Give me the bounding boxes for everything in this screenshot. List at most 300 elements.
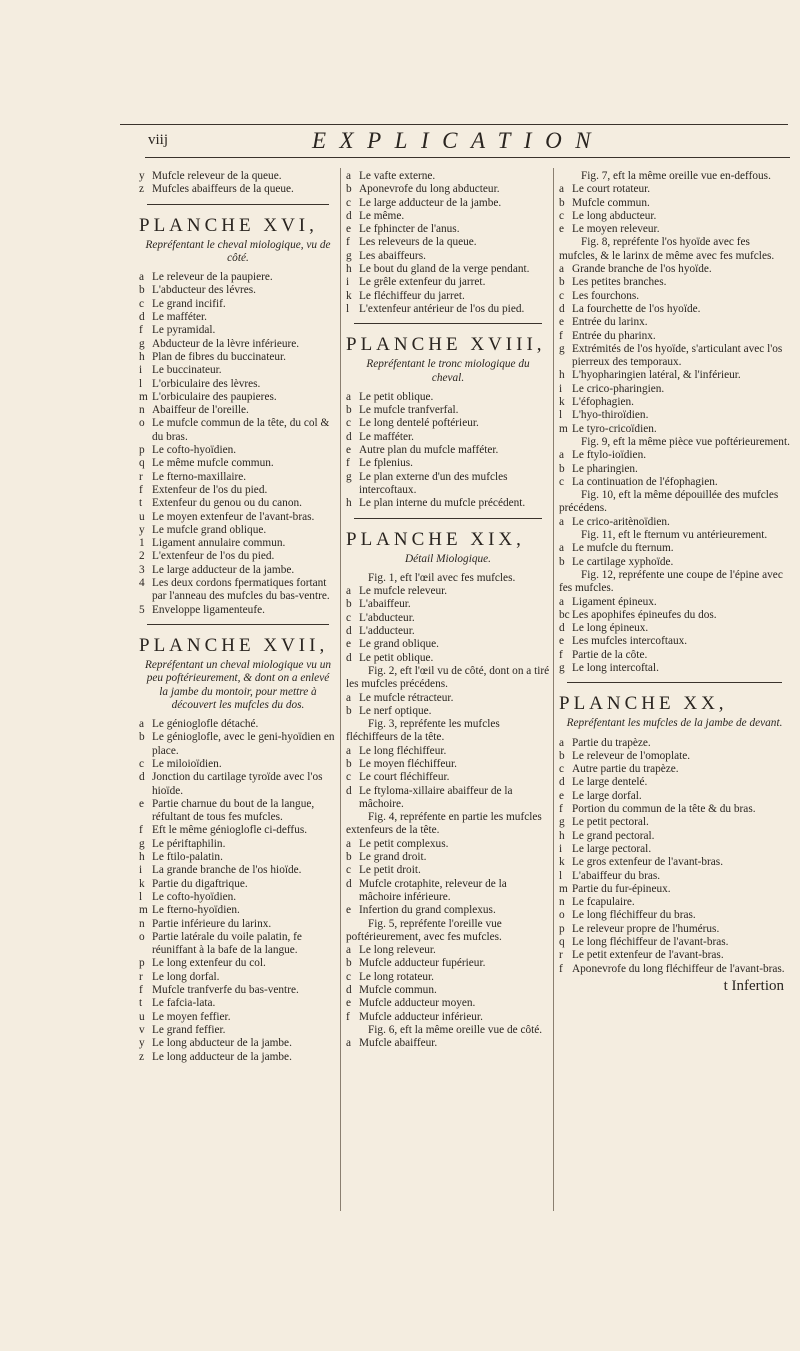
entry-text: Le même. [359,209,405,222]
legend-entry [559,622,790,635]
entry-text: Le long extenfeur du col. [152,957,266,970]
legend-entry [346,692,550,705]
legend-entry [559,596,790,609]
entry-list [139,718,337,1064]
entry-text: Infertion du grand complexus. [359,904,496,917]
legend-entry [559,556,790,569]
entry-key: f [139,483,143,496]
legend-entry [139,1024,337,1037]
entry-text: La grande branche de l'os hioïde. [152,864,302,877]
entry-text: Le pyramidal. [152,324,216,337]
legend-entry [559,516,790,529]
legend-entry [559,963,790,976]
plate-title: PLANCHE XIX, [346,528,525,550]
legend-entry [346,838,550,851]
entry-text: Le long fléchiffeur du bras. [572,909,696,922]
entry-text: Le long rotateur. [359,970,434,983]
entry-text: Fig. 5, repréfente l'oreille vue poftérieurement, avec fes mufcles. [346,917,502,943]
legend-entry [346,471,550,498]
entry-list [346,391,550,511]
figure-caption [559,489,790,516]
entry-key: z [139,183,145,196]
entry-text: Les petites branches. [572,276,667,289]
entry-text: Partie latérale du voile palatin, fe réuniffant à la bafe de la langue. [152,930,302,957]
entry-text: Abducteur de la lèvre inférieure. [152,337,300,350]
entry-text: Les abaiffeurs. [359,249,426,262]
entry-key: z [139,1050,145,1063]
entry-key: c [559,209,565,222]
entry-text: L'abducteur. [359,611,415,624]
entry-key: 2 [139,550,145,563]
entry-text: Fig. 4, repréfente en partie les mufcles extenfeurs de la tête. [346,811,542,837]
entry-text: Mufcle releveur de la queue. [152,170,282,182]
legend-entry [559,463,790,476]
entry-text: Fig. 2, eft l'œil vu de côté, dont on a tiré les mufcles précédens. [346,664,550,691]
legend-entry [139,957,337,970]
entry-text: Le crico-aritènoïdien. [572,515,670,528]
entry-key: c [559,289,565,302]
legend-entry [139,298,337,311]
legend-entry [346,598,550,611]
legend-entry [139,364,337,377]
legend-entry [139,997,337,1010]
legend-entry [139,497,337,510]
entry-text: Partie du digaftrique. [152,877,248,890]
entry-key: y [139,523,145,536]
entry-key: c [139,757,145,770]
entry-text: Le large dentelé. [572,776,648,789]
entry-key: d [559,622,565,635]
legend-entry [346,223,550,236]
column-2 [346,170,550,1051]
entry-key: o [559,909,565,922]
legend-entry [139,577,337,604]
entry-key: h [346,497,352,510]
entry-text: Le pharingien. [572,462,638,475]
entry-key: k [346,289,352,302]
figure-caption [559,436,790,449]
entry-text: Le long adducteur de la jambe. [152,1050,292,1063]
entry-key: a [559,542,565,555]
entry-text: Le mafféter. [359,430,414,443]
entry-key: n [139,917,145,930]
entry-text: L'hyo-thiroïdien. [572,409,649,422]
entry-text: Le large pectoral. [572,842,652,855]
entry-text: Le moyen extenfeur de l'avant-bras. [152,510,315,523]
legend-entry [139,771,337,798]
legend-entry [139,1011,337,1024]
legend-entry [346,391,550,404]
entry-key: i [346,276,350,289]
entry-key: a [346,390,352,403]
entry-key: c [139,297,145,310]
entry-key: b [346,598,352,611]
entry-key: e [346,904,352,917]
entry-key: q [139,457,145,470]
legend-entry [346,851,550,864]
entry-text: Le releveur de l'omoplate. [572,749,691,762]
entry-text: Le grêle extenfeur du jarret. [359,276,486,289]
entry-text: Le fléchiffeur du jarret. [359,289,465,302]
entry-key: 4 [139,577,145,590]
entry-key: c [559,763,565,776]
entry-key: a [139,271,145,284]
entry-text: L'adducteur. [359,625,415,638]
legend-entry [559,776,790,789]
entry-text: Le long intercoftal. [572,661,659,674]
entry-key: o [139,417,145,430]
legend-entry [139,524,337,537]
entry-key: m [139,904,148,917]
figure-caption [559,170,790,183]
entry-text: Le mafféter. [152,311,207,324]
entry-text: Le mufcle commun de la tête, du col & du bras. [152,417,330,443]
entry-text: Autre partie du trapèze. [572,763,679,776]
entry-key: p [559,922,565,935]
entry-key: a [346,837,352,850]
entry-key: e [346,444,352,457]
legend-entry [139,444,337,457]
legend-entry [346,1011,550,1024]
entry-text: Entrée du pharinx. [572,329,656,342]
legend-entry [139,1037,337,1050]
legend-entry [139,758,337,771]
legend-entry [139,564,337,577]
entry-key: g [139,837,145,850]
entry-key: f [139,824,143,837]
legend-entry [559,210,790,223]
entry-text: L'abaiffeur du bras. [572,869,661,882]
legend-entry [139,324,337,337]
page-title: EXPLICATION [312,128,605,153]
entry-text: Le grand oblique. [359,638,439,651]
entry-key: l [346,302,350,315]
section-rule [147,624,329,625]
entry-key: l [139,890,143,903]
top-rule [120,124,788,125]
entry-text: Partie de la côte. [572,648,648,661]
entry-text: Extenfeur du genou ou du canon. [152,497,302,510]
legend-entry [559,542,790,555]
entry-text: L'hyopharingien latéral, & l'inférieur. [572,369,741,382]
legend-entry [346,758,550,771]
legend-entry [559,750,790,763]
legend-entry [139,417,337,444]
legend-entry [139,918,337,931]
legend-entry [559,369,790,382]
entry-list [346,170,550,316]
entry-text: Le court rotateur. [572,183,651,196]
entry-key: g [346,470,352,483]
entry-text: Le long releveur. [359,944,436,957]
entry-key: e [346,638,352,651]
legend-entry [139,904,337,917]
entry-text: Le fplenius. [359,457,413,470]
legend-entry [139,550,337,563]
legend-entry [346,864,550,877]
entry-text: Ligament annulaire commun. [152,537,286,550]
entry-text: Partie inférieure du larinx. [152,917,272,930]
legend-entry [139,971,337,984]
entry-key: k [559,856,565,869]
entry-text: L'abaiffeur. [359,598,411,611]
entry-key: f [346,1010,350,1023]
legend-entry [346,236,550,249]
legend-entry [559,843,790,856]
entry-text: L'éfophagien. [572,396,634,409]
figure-caption [346,665,550,692]
entry-key: d [139,771,145,784]
entry-key: c [346,970,352,983]
entry-text: Le long abducteur de la jambe. [152,1037,292,1050]
entry-key: l [559,409,563,422]
legend-entry [559,197,790,210]
entry-key: 5 [139,603,145,616]
legend-entry [559,635,790,648]
entry-key: n [559,896,565,909]
entry-key: d [346,784,352,797]
legend-entry [139,351,337,364]
entry-text: Extenfeur de l'os du pied. [152,483,268,496]
legend-entry [559,737,790,750]
entry-key: t [139,997,143,1010]
entry-text: Le court fléchiffeur. [359,771,450,784]
entry-text: Le même mufcle commun. [152,457,274,470]
entry-key: bc [559,608,570,621]
legend-entry [139,378,337,391]
entry-text: Partie du trapèze. [572,736,651,749]
figure-caption [559,529,790,542]
legend-entry [139,604,337,617]
entry-text: Le mufcle rétracteur. [359,691,454,704]
legend-entry [559,343,790,370]
entry-key: m [559,422,568,435]
entry-text: Aponevrofe du long abducteur. [359,183,500,196]
entry-key: c [346,771,352,784]
legend-entry [346,457,550,470]
entry-text: Fig. 6, eft la même oreille vue de côté. [368,1023,543,1036]
entry-key: e [559,635,565,648]
entry-key: a [346,944,352,957]
entry-key: f [346,236,350,249]
legend-entry [139,731,337,758]
legend-entry [139,183,337,196]
entry-text: Le long dentelé poftérieur. [359,417,479,430]
entry-key: y [139,170,145,182]
legend-entry [139,931,337,958]
entry-text: Le mufcle grand oblique. [152,523,267,536]
figure-caption [346,811,550,838]
legend-entry [559,316,790,329]
entry-key: a [139,718,145,731]
entry-key: c [346,611,352,624]
entry-key: v [139,1023,145,1036]
legend-entry [346,625,550,638]
legend-entry [346,957,550,970]
entry-key: a [559,263,565,276]
entry-key: a [346,744,352,757]
entry-text: Le moyen feffier. [152,1010,231,1023]
entry-text: Le cofto-hyoïdien. [152,444,237,457]
legend-entry [139,718,337,731]
entry-key: p [139,444,145,457]
entry-list [559,737,790,976]
entry-text: Mufcle commun. [359,984,437,997]
legend-entry [559,896,790,909]
entry-key: n [139,404,145,417]
entry-text: Le grand pectoral. [572,829,655,842]
plate-subtitle: Détail Miologique. [405,552,491,565]
legend-entry [139,537,337,550]
entry-key: r [559,949,563,962]
entry-text: Les apophifes épineufes du dos. [572,608,717,621]
entry-text: Le fcapulaire. [572,896,635,909]
legend-entry [139,271,337,284]
figure-caption [346,1024,550,1037]
legend-entry [346,170,550,183]
legend-entry [139,864,337,877]
section-rule [567,682,782,683]
legend-entry [346,652,550,665]
entry-text: Fig. 7, eft la même oreille vue en-deffous. [581,170,771,182]
column-3 [559,170,790,993]
legend-entry [139,311,337,324]
legend-entry [346,745,550,758]
entry-key: l [559,869,563,882]
entry-key: d [346,209,352,222]
entry-text: Fig. 1, eft l'œil avec fes mufcles. [368,571,516,584]
entry-key: k [139,877,145,890]
section-rule [354,323,542,324]
entry-text: Le grand feffier. [152,1023,226,1036]
entry-text: Mufcle adducteur moyen. [359,997,476,1010]
legend-entry [346,984,550,997]
entry-text: Le large dorfal. [572,789,642,802]
entry-text: Le fafcia-lata. [152,997,216,1010]
entry-key: e [139,797,145,810]
entry-key: h [139,350,145,363]
entry-key: d [139,311,145,324]
plate-title: PLANCHE XVI, [139,214,318,236]
entry-text: Ligament épineux. [572,595,657,608]
entry-key: d [559,302,565,315]
entry-key: d [346,984,352,997]
entry-text: Fig. 11, eft le fternum vu antérieurement. [581,529,768,542]
legend-entry [346,785,550,812]
legend-entry [346,197,550,210]
entry-text: L'extenfeur antérieur de l'os du pied. [359,302,525,315]
entry-key: f [559,648,563,661]
legend-entry [559,936,790,949]
legend-entry [559,909,790,922]
entry-key: g [559,661,565,674]
entry-list [559,170,790,675]
entry-text: L'abducteur des lévres. [152,284,256,297]
entry-text: Le grand droit. [359,851,427,864]
entry-key: b [559,196,565,209]
legend-entry [559,856,790,869]
entry-key: c [346,417,352,430]
page-header [120,128,788,158]
legend-entry [346,944,550,957]
legend-entry [346,705,550,718]
entry-text: Le tyro-cricoïdien. [572,422,657,435]
entry-text: Le génioglofle détaché. [152,718,259,731]
entry-text: Eft le même génioglofle ci-deffus. [152,824,308,837]
entry-list [346,572,550,1051]
entry-list [139,271,337,617]
entry-key: b [346,404,352,417]
entry-text: Le petit extenfeur de l'avant-bras. [572,949,724,962]
entry-key: e [559,789,565,802]
entry-text: Le gros extenfeur de l'avant-bras. [572,856,724,869]
entry-text: Le moyen fléchiffeur. [359,757,457,770]
legend-entry [139,824,337,837]
entry-text: Mufcle commun. [572,196,650,209]
entry-key: i [559,382,563,395]
entry-text: Le ftyloma-xillaire abaiffeur de la mâchoire. [359,784,513,810]
legend-entry [559,883,790,896]
entry-key: b [139,731,145,744]
legend-entry [139,284,337,297]
entry-key: y [139,1037,145,1050]
legend-entry [139,798,337,825]
entry-text: Fig. 8, repréfente l'os hyoïde avec fes mufcles, & le larinx de même avec fes mufcles. [559,236,775,262]
entry-text: Le fterno-maxillaire. [152,470,247,483]
legend-entry [346,183,550,196]
entry-text: L'extenfeur de l'os du pied. [152,550,275,563]
entry-key: b [559,555,565,568]
entry-text: Fig. 3, repréfente les mufcles fléchiffeurs de la tête. [346,718,500,744]
entry-key: b [346,957,352,970]
legend-entry [139,838,337,851]
entry-key: e [559,316,565,329]
entry-key: e [346,223,352,236]
entry-key: a [559,736,565,749]
entry-text: Le mufcle releveur. [359,585,448,598]
entry-key: a [559,515,565,528]
legend-entry [559,383,790,396]
entry-text: L'orbiculaire des lèvres. [152,377,261,390]
entry-key: t [139,497,143,510]
entry-text: Les releveurs de la queue. [359,236,477,249]
entry-text: Mufcle tranfverfe du bas-ventre. [152,984,299,997]
plate-subtitle: Repréfentant le cheval miologique, vu de côté. [145,238,331,264]
entry-text: Fig. 10, eft la même dépouillée des mufcles précédens. [559,489,779,515]
entry-key: f [346,457,350,470]
legend-entry [346,210,550,223]
entry-key: i [139,364,143,377]
entry-text: Extrémités de l'os hyoïde, s'articulant avec l'os pierreux des temporaux. [572,342,783,369]
entry-key: c [346,864,352,877]
entry-text: Le grand incifif. [152,297,226,310]
entry-key: r [139,470,143,483]
entry-key: b [346,704,352,717]
entry-key: a [559,449,565,462]
entry-text: Entrée du larinx. [572,316,648,329]
entry-text: Mufcle abaiffeur. [359,1037,438,1050]
legend-entry [139,391,337,404]
header-rule [145,157,790,158]
entry-text: Mufcle crotaphite, releveur de la mâchoire inférieure. [359,877,507,903]
entry-text: Le bout du gland de la verge pendant. [359,263,530,276]
entry-key: d [346,877,352,890]
figure-caption [346,918,550,945]
entry-key: a [346,1037,352,1050]
entry-text: Les deux cordons fpermatiques fortant par l'anneau des mufcles du bas-ventre. [152,577,330,603]
entry-text: La fourchette de l'os hyoïde. [572,302,701,315]
legend-entry [559,223,790,236]
